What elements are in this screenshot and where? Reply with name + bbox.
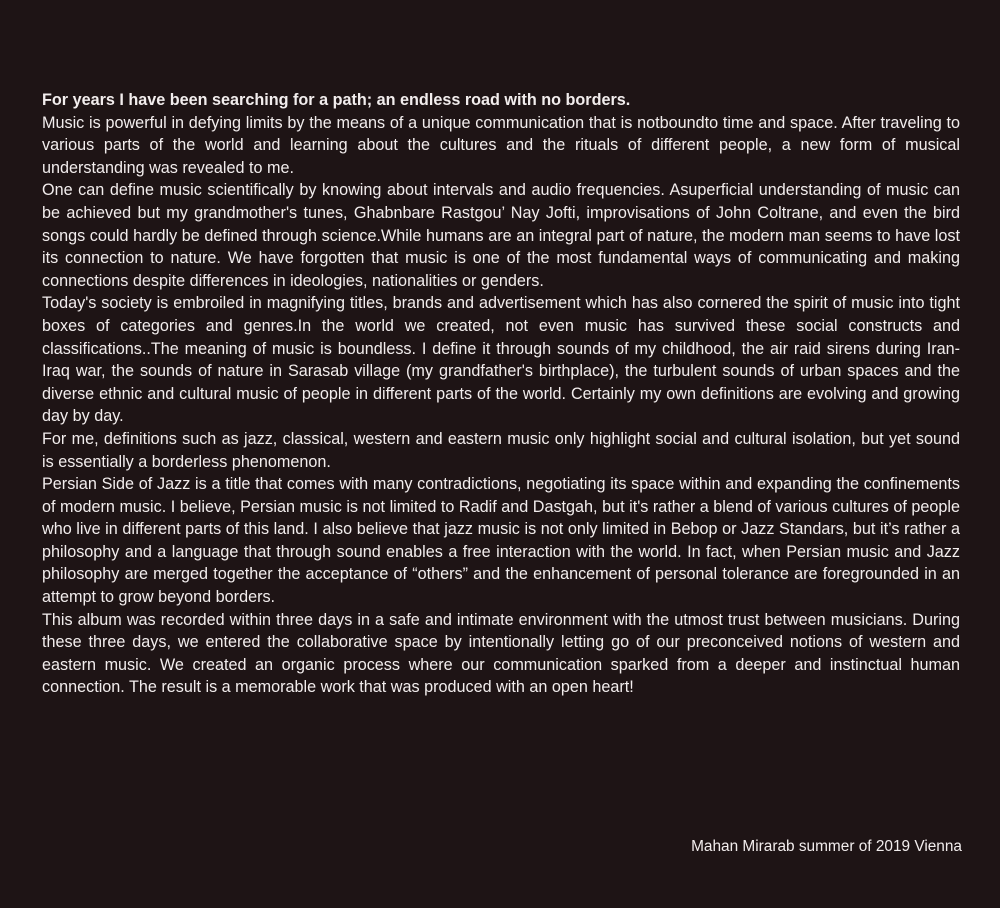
document-heading: For years I have been searching for a path; an endless road with no borders. bbox=[42, 91, 631, 109]
signature: Mahan Mirarab summer of 2019 Vienna bbox=[691, 838, 962, 855]
paragraph-2: One can define music scientifically by knowing about intervals and audio frequencies. Asuperficial understanding of music can be achieved but my grandmother's tunes, Ghabnbare Rastgou’ Nay Jofti, improvisations of John Coltrane, and even the bird songs could hardly be defined through science.While humans are an integral part of nature, the modern man seems to have lost its connection to nature. We have forgotten that music is one of the most fundamental ways of communicating and making connections despite differences in ideologies, nationalities or genders. bbox=[42, 181, 960, 290]
paragraph-1: Music is powerful in defying limits by the means of a unique communication that is notboundto time and space. After traveling to various parts of the world and learning about the cultures and the rituals of different people, a new form of musical understanding was revealed to me. bbox=[42, 113, 960, 177]
paragraph-5: Persian Side of Jazz is a title that comes with many contradictions, negotiating its space within and expanding the confinements of modern music. I believe, Persian music is not limited to Radif and Dastgah, but it's rather a blend of various cultures of people who live in different parts of this land. I also believe that jazz music is not only limited in Bebop or Jazz Standars, but it’s rather a philosophy and a language that through sound enables a free interaction with the world. In fact, when Persian music and Jazz philosophy are merged together the acceptance of “others” and the enhancement of personal tolerance are foregrounded in an attempt to grow beyond borders. bbox=[42, 475, 960, 607]
paragraph-3: Today's society is embroiled in magnifying titles, brands and advertisement which has also cornered the spirit of music into tight boxes of categories and genres.In the world we created, not even music has survived these social constructs and classifications..The meaning of music is boundless. I define it through sounds of my childhood, the air raid sirens during Iran-Iraq war, the sounds of nature in Sarasab village (my grandfather's birthplace), the turbulent sounds of urban spaces and the diverse ethnic and cultural music of people in different parts of the world. Certainly my own definitions are evolving and growing day by day. bbox=[42, 294, 960, 426]
paragraph-6: This album was recorded within three days in a safe and intimate environment with the utmost trust between musicians. During these three days, we entered the collaborative space by intentionally letting go of our preconceived notions of western and eastern music. We created an organic process where our communication sparked from a deeper and instinctual human connection. The result is a memorable work that was produced with an open heart! bbox=[42, 610, 960, 697]
paragraph-4: For me, definitions such as jazz, classical, western and eastern music only highlight social and cultural isolation, but yet sound is essentially a borderless phenomenon. bbox=[42, 429, 960, 471]
text-block bbox=[42, 89, 960, 699]
